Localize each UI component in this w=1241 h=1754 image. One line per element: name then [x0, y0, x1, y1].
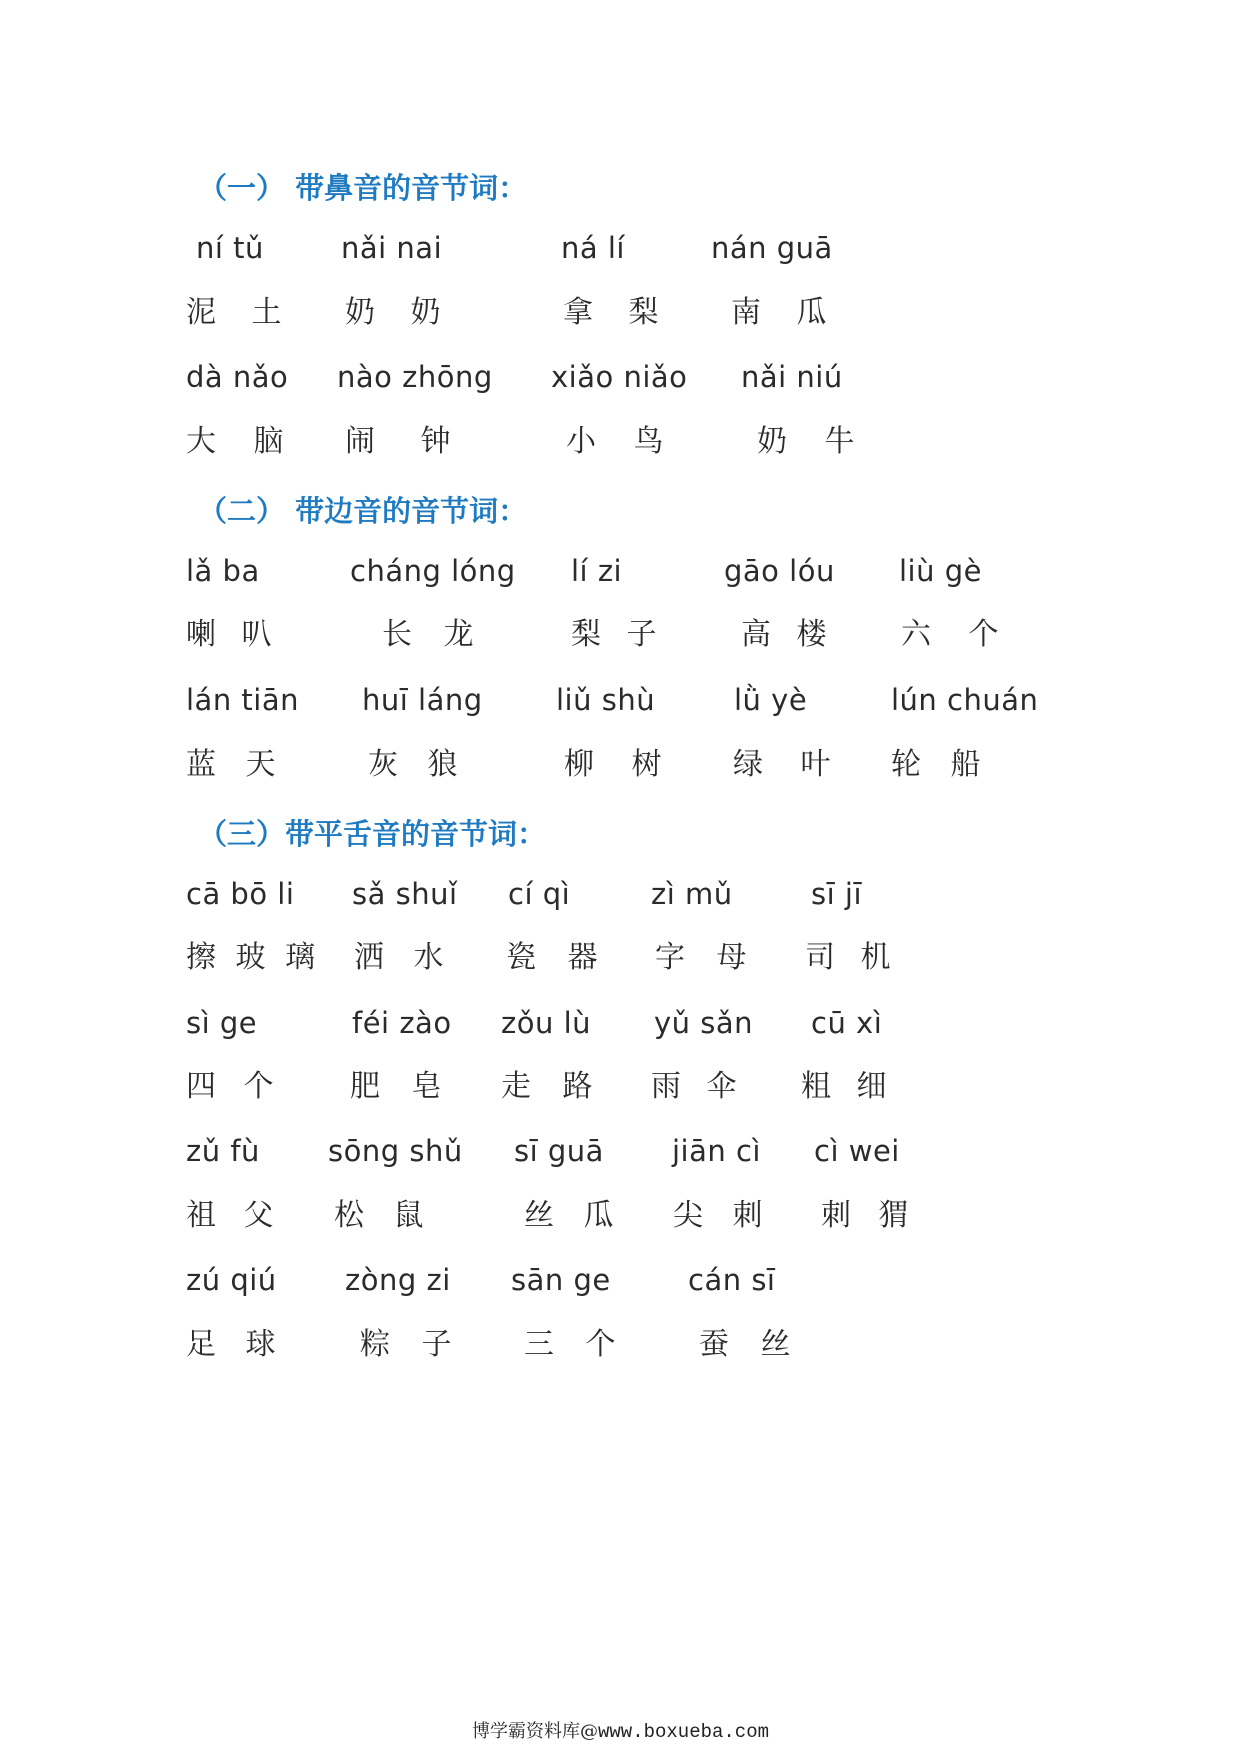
pinyin-word: cháng lóng — [350, 554, 516, 588]
pinyin-word: zǒu lù — [501, 1006, 591, 1040]
hanzi-word: 蓝 天 — [186, 747, 279, 782]
pinyin-row — [0, 351, 1241, 403]
pinyin-word: cì wei — [814, 1134, 900, 1168]
hanzi-word: 拿 梨 — [563, 295, 662, 330]
hanzi-word: 肥 皂 — [350, 1069, 445, 1104]
pinyin-word: sī guā — [514, 1134, 604, 1168]
hanzi-word: 南 瓜 — [731, 295, 830, 330]
hanzi-word: 粗 细 — [801, 1069, 890, 1104]
footer-url: www.boxueba.com — [597, 1721, 770, 1743]
pinyin-word: sī jī — [811, 877, 862, 911]
hanzi-word: 小 鸟 — [566, 424, 667, 459]
hanzi-word: 梨 子 — [571, 617, 660, 652]
pinyin-word: huī láng — [362, 683, 483, 717]
pinyin-word: zì mǔ — [651, 877, 733, 911]
pinyin-word: gāo lóu — [724, 554, 835, 588]
pinyin-word: liǔ shù — [556, 683, 656, 717]
pinyin-word: lǜ yè — [734, 683, 808, 717]
hanzi-word: 擦 玻 璃 — [186, 940, 319, 975]
hanzi-word: 灰 狼 — [368, 747, 461, 782]
pinyin-word: ná lí — [561, 231, 625, 265]
pinyin-row — [0, 997, 1241, 1049]
hanzi-word: 轮 船 — [891, 747, 984, 782]
hanzi-row — [0, 1319, 1241, 1371]
pinyin-word: lí zi — [571, 554, 623, 588]
hanzi-word: 奶 牛 — [757, 424, 858, 459]
hanzi-word: 三 个 — [524, 1327, 619, 1362]
hanzi-word: 绿 叶 — [733, 747, 834, 782]
pinyin-word: nǎi niú — [741, 360, 843, 394]
hanzi-word: 蚕 丝 — [699, 1327, 794, 1362]
pinyin-word: lán tiān — [186, 683, 300, 717]
pinyin-word: ní tǔ — [196, 231, 264, 265]
pinyin-word: nán guā — [711, 231, 833, 265]
hanzi-row — [0, 739, 1241, 791]
pinyin-word: cū xì — [811, 1006, 883, 1040]
hanzi-row — [0, 932, 1241, 984]
pinyin-word: féi zào — [352, 1006, 452, 1040]
pinyin-row — [0, 1125, 1241, 1177]
hanzi-word: 洒 水 — [354, 940, 447, 975]
hanzi-word: 祖 父 — [186, 1198, 277, 1233]
hanzi-word: 走 路 — [501, 1069, 596, 1104]
hanzi-word: 高 楼 — [741, 617, 830, 652]
pinyin-row — [0, 1254, 1241, 1306]
section-heading-1: （一） 带鼻音的音节词： — [198, 171, 528, 205]
hanzi-word: 瓷 器 — [506, 940, 601, 975]
pinyin-word: dà nǎo — [186, 360, 289, 394]
pinyin-word: sān ge — [511, 1263, 611, 1297]
pinyin-row — [0, 545, 1241, 597]
pinyin-word: nào zhōng — [337, 360, 493, 394]
pinyin-row — [0, 868, 1241, 920]
pinyin-row — [0, 674, 1241, 726]
pinyin-word: sì ge — [186, 1006, 258, 1040]
footer-prefix: 博学霸资料库@ — [471, 1721, 598, 1742]
pinyin-row — [0, 222, 1241, 274]
hanzi-word: 粽 子 — [360, 1327, 455, 1362]
pinyin-word: lǎ ba — [186, 554, 260, 588]
section-heading-2: （二） 带边音的音节词： — [198, 494, 528, 528]
pinyin-word: zǔ fù — [186, 1134, 260, 1168]
hanzi-word: 字 母 — [655, 940, 750, 975]
hanzi-word: 松 鼠 — [334, 1198, 427, 1233]
pinyin-word: nǎi nai — [341, 231, 443, 265]
hanzi-row — [0, 609, 1241, 661]
hanzi-word: 丝 瓜 — [524, 1198, 617, 1233]
pinyin-word: zú qiú — [186, 1263, 277, 1297]
hanzi-row — [0, 287, 1241, 339]
hanzi-word: 大 脑 — [186, 424, 287, 459]
hanzi-row — [0, 416, 1241, 468]
pinyin-word: zòng zi — [345, 1263, 451, 1297]
pinyin-word: jiān cì — [672, 1134, 761, 1168]
pinyin-word: xiǎo niǎo — [551, 360, 688, 394]
section-heading-3: （三）带平舌音的音节词： — [198, 817, 547, 851]
hanzi-word: 长 龙 — [382, 617, 477, 652]
pinyin-word: liù gè — [899, 554, 982, 588]
hanzi-word: 刺 猬 — [821, 1198, 912, 1233]
hanzi-word: 四 个 — [186, 1069, 277, 1104]
pinyin-word: lún chuán — [891, 683, 1039, 717]
hanzi-row — [0, 1190, 1241, 1242]
hanzi-row — [0, 1061, 1241, 1113]
pinyin-word: sōng shǔ — [328, 1134, 463, 1168]
hanzi-word: 足 球 — [186, 1327, 279, 1362]
hanzi-word: 喇 叭 — [186, 617, 275, 652]
hanzi-word: 闹 钟 — [345, 424, 454, 459]
pinyin-word: sǎ shuǐ — [352, 877, 458, 911]
hanzi-word: 泥 土 — [186, 295, 285, 330]
pinyin-word: yǔ sǎn — [654, 1006, 754, 1040]
hanzi-word: 奶 奶 — [345, 295, 444, 330]
pinyin-word: cí qì — [508, 877, 571, 911]
hanzi-word: 司 机 — [805, 940, 894, 975]
hanzi-word: 柳 树 — [564, 747, 665, 782]
pinyin-word: cā bō li — [186, 877, 295, 911]
hanzi-word: 雨 伞 — [651, 1069, 740, 1104]
hanzi-word: 尖 刺 — [673, 1198, 766, 1233]
footer-source — [0, 1720, 1241, 1744]
pinyin-word: cán sī — [688, 1263, 776, 1297]
hanzi-word: 六 个 — [901, 617, 1002, 652]
